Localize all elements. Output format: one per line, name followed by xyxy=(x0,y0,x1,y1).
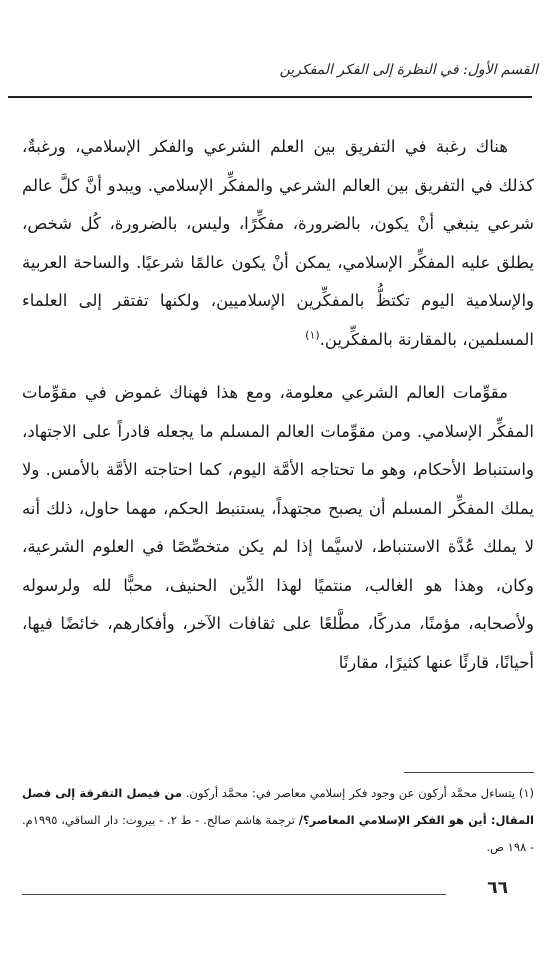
footer-rule xyxy=(22,894,446,895)
body-text xyxy=(22,128,534,682)
paragraph-1-text: هناك رغبة في التفريق بين العلم الشرعي والفكر الإسلامي، ورغبةٌ، كذلك في التفريق بين العالم الشرعي والمفكِّر الإسلامي. ويبدو أنَّ كلَّ عالم شرعي ينبغي أنْ يكون، بالضرورة، مفكِّرًا، وليس، بالضرورة، كُل شخص، يطلق عليه المفكِّر الإسلامي، يمكن أنْ يكون عالمًا شرعيًا. والساحة العربية والإسلامية اليوم تكتظُّ بالمفكِّرين الإسلاميين، ولكنها تفتقر إلى العلماء المسلمين، بالمقارنة بالمفكِّرين. xyxy=(22,137,534,349)
footnote-reference: (١) xyxy=(305,328,320,341)
paragraph-1 xyxy=(22,128,534,359)
running-header: القسم الأول: في النظرة إلى الفكر المفكرين xyxy=(279,62,538,78)
footnote-1-tail: ترجمة هاشم صالح. - ط ٢. - بيروت: دار الساقي، ١٩٩٥م. - ١٩٨ ص. xyxy=(22,813,534,854)
paragraph-2-text: مقوِّمات العالم الشرعي معلومة، ومع هذا فهناك غموض في مقوِّمات المفكِّر الإسلامي. ومن مقوِّمات العالم المسلم ما يجعله قادراً على الاجتهاد، واستنباط الأحكام، وهو ما تحتاجه الأمَّة اليوم، كما احتاجته الأمَّة بالأمس. ولا يملك المفكِّر المسلم أن يصبح مجتهداً، يستنبط الحكم، مهما حاول، ذلك أنه لا يملك عُدَّة الاستنباط، لاسيَّما إذا لم يكن متخصِّصًا في العلوم الشرعية، وكان، وهذا هو الغالب، منتميًا لهذا الدِّين الحنيف، محبًّا لله ولرسوله ولأصحابه، مؤمنًا، مدركًا، مطَّلعًا على ثقافات الآخر، وأفكارهم، خائضًا فيها، أحيانًا، قارئًا عنها كثيرًا، مقارنًا xyxy=(22,383,534,672)
page-number: ٦٦ xyxy=(487,878,508,898)
header-rule xyxy=(8,96,532,98)
footnote-1-title: من فيصل التفرقة إلى فصل المقال: أين هو الفكر الإسلامي المعاصر؟/ xyxy=(22,786,534,827)
footnote-1-lead: (١) يتساءل محمَّد أركون عن وجود فكر إسلامي معاصر في: محمَّد أركون. xyxy=(185,786,535,800)
footnotes xyxy=(22,780,534,861)
footnote-rule xyxy=(404,772,534,773)
paragraph-2 xyxy=(22,374,534,682)
footnote-1 xyxy=(22,780,534,861)
